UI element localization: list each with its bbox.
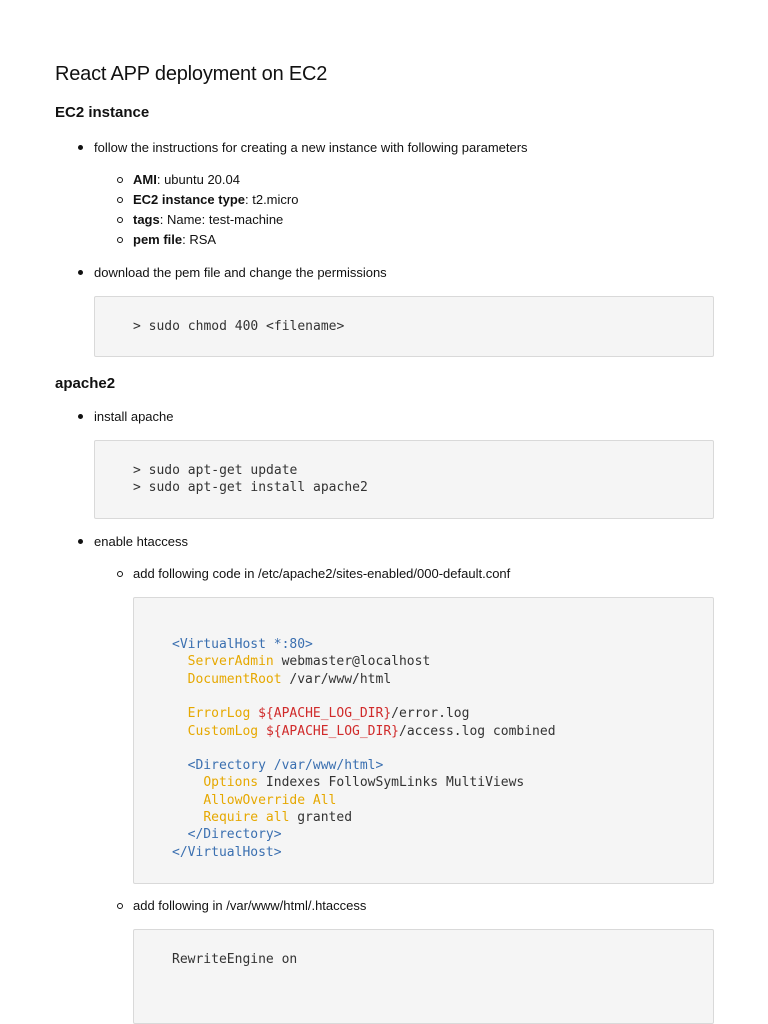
sub-bullet	[117, 217, 123, 223]
code-line: > sudo apt-get update	[133, 463, 298, 478]
code-line: AllowOverride All	[203, 792, 337, 808]
code-line: Options Indexes FollowSymLinks MultiViews	[203, 775, 525, 791]
list-item-install-apache: install apache	[94, 409, 174, 424]
code-line: <Directory /var/www/html>	[187, 758, 384, 774]
sub-bullet	[117, 903, 123, 909]
list-item-htaccess-file: add following in /var/www/html/.htaccess	[133, 898, 367, 913]
code-block-install	[94, 440, 714, 519]
bullet	[78, 270, 83, 275]
list-item-create-instance: follow the instructions for creating a new instance with following parameters	[94, 140, 528, 155]
code-line: DocumentRoot /var/www/html	[187, 671, 392, 687]
code-line: ServerAdmin webmaster@localhost	[187, 654, 431, 670]
sub-bullet	[117, 237, 123, 243]
bullet	[78, 414, 83, 419]
param-ami: AMI: ubuntu 20.04	[133, 172, 240, 187]
sub-bullet	[117, 177, 123, 183]
code-block-htaccess	[133, 929, 714, 1024]
code-line: > sudo chmod 400 <filename>	[133, 319, 345, 334]
code-block-virtualhost	[133, 597, 714, 884]
section-heading-apache2: apache2	[55, 375, 116, 392]
code-line: ErrorLog ${APACHE_LOG_DIR}/error.log	[187, 706, 470, 722]
code-block-chmod	[94, 296, 714, 357]
code-line: > sudo apt-get install apache2	[133, 480, 368, 496]
bullet	[78, 145, 83, 150]
code-line: </VirtualHost>	[172, 844, 282, 860]
code-line: RewriteEngine on	[172, 952, 298, 967]
param-tags: tags: Name: test-machine	[133, 212, 284, 227]
list-item-enable-htaccess: enable htaccess	[94, 534, 188, 549]
page-title: React APP deployment on EC2	[55, 63, 328, 85]
code-line: Require all granted	[203, 810, 353, 825]
list-item-download-pem: download the pem file and change the permissions	[94, 265, 387, 280]
code-line: <VirtualHost *:80>	[172, 637, 313, 652]
param-pem-file: pem file: RSA	[133, 232, 217, 247]
sub-bullet	[117, 571, 123, 577]
bullet	[78, 539, 83, 544]
section-heading-ec2: EC2 instance	[55, 104, 150, 121]
sub-bullet	[117, 197, 123, 203]
param-instance-type: EC2 instance type: t2.micro	[133, 192, 299, 207]
code-line: </Directory>	[187, 827, 282, 843]
code-line: CustomLog ${APACHE_LOG_DIR}/access.log combined	[187, 723, 556, 739]
list-item-conf-file: add following code in /etc/apache2/sites-enabled/000-default.conf	[133, 566, 511, 581]
